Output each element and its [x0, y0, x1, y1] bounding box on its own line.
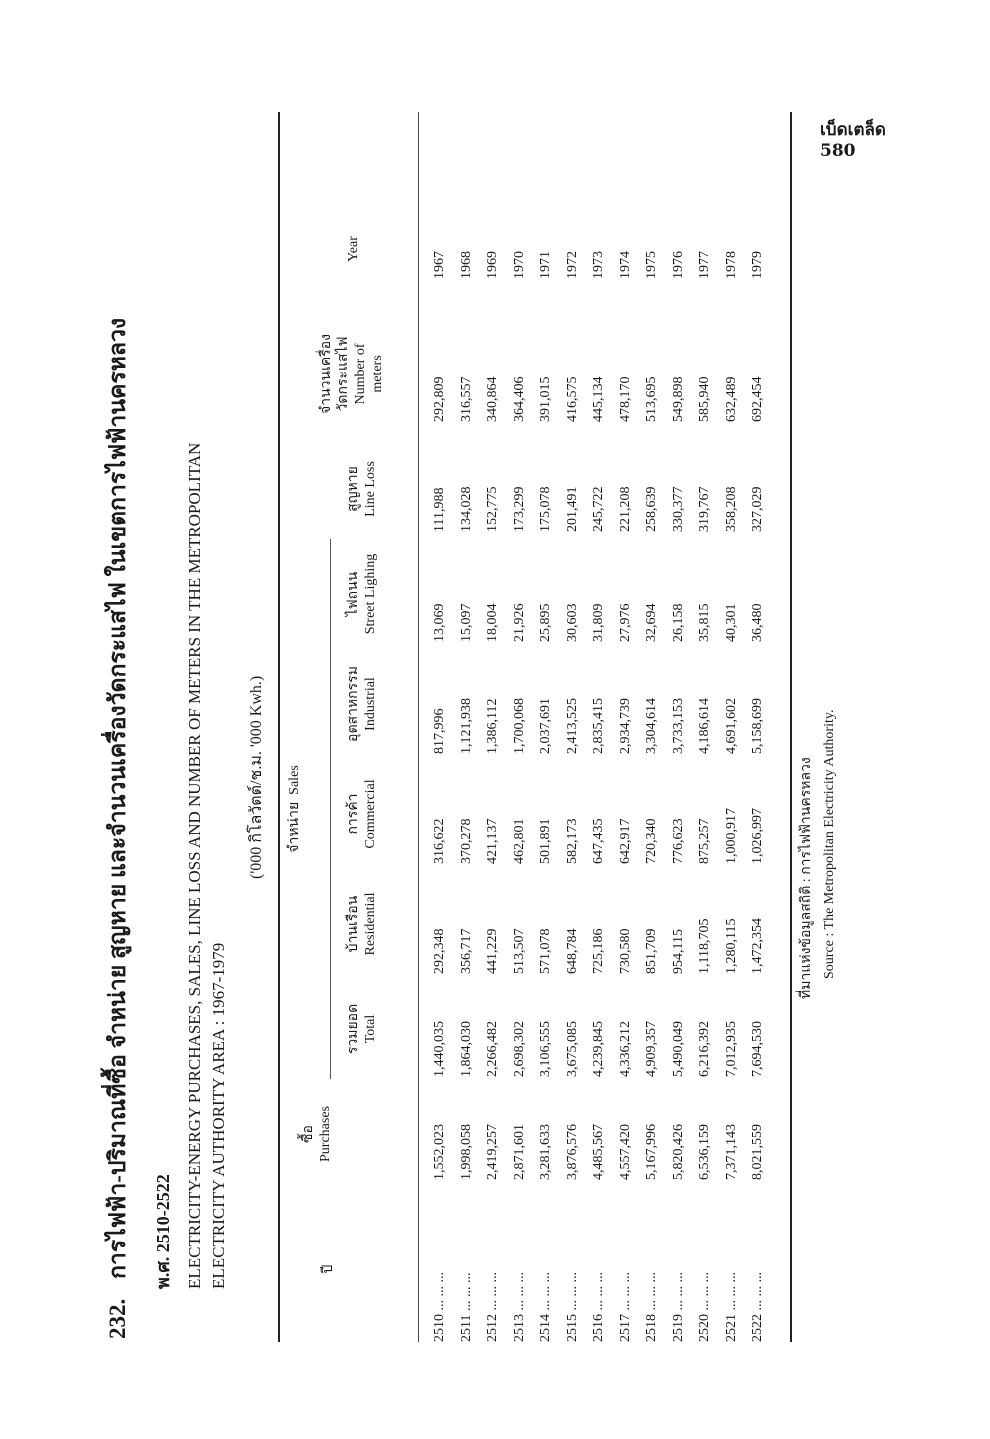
cell-street: 35,815: [697, 603, 712, 642]
cell-street: 26,158: [670, 603, 686, 642]
cell-purchases: 7,371,143: [723, 1124, 739, 1180]
cell-industrial: 817,996: [432, 708, 447, 754]
cell-th-year: 2520 ... ... ...: [697, 1272, 712, 1342]
cell-street: 40,301: [723, 603, 739, 642]
table-row: [565, 112, 589, 1342]
cell-purchases: 6,536,159: [697, 1124, 712, 1180]
cell-street: 31,809: [591, 603, 606, 642]
cell-commercial: 875,257: [697, 818, 712, 864]
header-year-en: Year: [346, 236, 361, 262]
cell-meters: 549,898: [670, 376, 686, 422]
table-row: [538, 112, 562, 1342]
cell-lineloss: 358,208: [723, 486, 739, 532]
cell-lineloss: 152,775: [485, 486, 500, 532]
source-english: Source : The Metropolitan Electricity Authority.: [822, 709, 837, 979]
cell-th-year: 2513 ... ... ...: [511, 1272, 527, 1342]
cell-th-year: 2516 ... ... ...: [591, 1272, 606, 1342]
cell-meters: 585,940: [697, 376, 712, 422]
cell-th-year: 2515 ... ... ...: [564, 1272, 580, 1342]
cell-total: 4,909,357: [644, 1021, 659, 1077]
cell-industrial: 3,304,614: [644, 698, 659, 754]
table-number: 232.: [105, 1298, 130, 1339]
cell-street: 32,694: [644, 603, 659, 642]
cell-industrial: 2,037,691: [538, 698, 553, 754]
cell-residential: 725,186: [591, 928, 606, 974]
page-number: 580: [820, 141, 856, 161]
cell-total: 3,106,555: [538, 1021, 553, 1077]
cell-meters: 340,864: [485, 376, 500, 422]
sales-group-rule: [330, 539, 331, 1079]
header-sales-group: จำหน่าย Sales: [287, 765, 302, 853]
cell-meters: 445,134: [591, 376, 606, 422]
cell-total: 4,336,212: [617, 1021, 633, 1077]
table-row: [591, 112, 615, 1342]
cell-lineloss: 330,377: [670, 486, 686, 532]
cell-year: 1973: [591, 251, 606, 279]
cell-year: 1977: [697, 251, 712, 279]
cell-purchases: 8,021,559: [750, 1124, 765, 1180]
cell-th-year: 2511 ... ... ...: [458, 1272, 474, 1342]
cell-commercial: 370,278: [458, 818, 474, 864]
cell-commercial: 316,622: [432, 818, 447, 864]
cell-year: 1972: [564, 251, 580, 279]
header-year-th: ปี: [321, 1264, 336, 1274]
cell-total: 5,490,049: [670, 1021, 686, 1077]
cell-purchases: 3,876,576: [564, 1124, 580, 1180]
cell-total: 3,675,085: [564, 1021, 580, 1077]
cell-commercial: 776,623: [670, 818, 686, 864]
years-thai: พ.ศ. 2510-2522: [153, 1174, 173, 1289]
cell-industrial: 1,700,068: [511, 698, 527, 754]
cell-lineloss: 201,491: [564, 486, 580, 532]
header-rule: [418, 112, 419, 1342]
cell-residential: 356,717: [458, 928, 474, 974]
cell-commercial: 421,137: [485, 818, 500, 864]
title-en-line2: ELECTRICITY AUTHORITY AREA : 1967-1979: [209, 942, 228, 1289]
cell-street: 30,603: [564, 603, 580, 642]
cell-commercial: 582,173: [564, 818, 580, 864]
cell-lineloss: 134,028: [458, 486, 474, 532]
header-commercial: การค้า Commercial: [346, 779, 378, 849]
cell-residential: 513,507: [511, 928, 527, 974]
source-thai: ที่มาแห่งข้อมูลสถิติ : การไฟฟ้านครหลวง: [799, 757, 814, 999]
cell-industrial: 4,186,614: [697, 698, 712, 754]
cell-commercial: 642,917: [617, 818, 633, 864]
cell-total: 6,216,392: [697, 1021, 712, 1077]
cell-residential: 648,784: [564, 928, 580, 974]
cell-lineloss: 327,029: [750, 486, 765, 532]
cell-lineloss: 258,639: [644, 486, 659, 532]
table-row: [671, 112, 695, 1342]
cell-purchases: 4,485,567: [591, 1124, 606, 1180]
header-industrial: อุตสาหกรรม Industrial: [346, 666, 378, 742]
table-row: [697, 112, 721, 1342]
table-row: [432, 112, 456, 1342]
cell-th-year: 2512 ... ... ...: [485, 1272, 500, 1342]
header-line-loss: สูญหาย Line Loss: [346, 461, 378, 517]
cell-year: 1976: [670, 251, 686, 279]
cell-residential: 1,280,115: [723, 918, 739, 974]
cell-industrial: 4,691,602: [723, 698, 739, 754]
cell-meters: 478,170: [617, 376, 633, 422]
cell-total: 7,012,935: [723, 1021, 739, 1077]
cell-purchases: 1,552,023: [432, 1124, 447, 1180]
cell-meters: 391,015: [538, 376, 553, 422]
table-row: [485, 112, 509, 1342]
cell-commercial: 1,000,917: [723, 808, 739, 864]
cell-th-year: 2514 ... ... ...: [538, 1272, 553, 1342]
cell-purchases: 4,557,420: [617, 1124, 633, 1180]
cell-street: 25,895: [538, 603, 553, 642]
cell-commercial: 1,026,997: [750, 808, 765, 864]
cell-commercial: 720,340: [644, 818, 659, 864]
cell-residential: 954,115: [670, 929, 686, 974]
cell-meters: 692,454: [750, 376, 765, 422]
header-total: รวมยอด Total: [346, 1003, 378, 1055]
cell-th-year: 2522 ... ... ...: [750, 1272, 765, 1342]
title-en-line1: ELECTRICITY-ENERGY PURCHASES, SALES, LINE LOSS AND NUMBER OF METERS IN THE METROPOLITAN: [185, 442, 204, 1289]
cell-industrial: 2,413,525: [564, 698, 580, 754]
cell-total: 1,864,030: [458, 1021, 474, 1077]
cell-lineloss: 221,208: [617, 486, 633, 532]
title-thai-text: การไฟฟ้า-ปริมาณที่ซื้อ จำหน่าย สูญหาย และจำนวนเครื่องวัดกระแสไฟ ในเขตการไฟฟ้านครหลวง: [105, 317, 130, 1279]
cell-industrial: 2,934,739: [617, 698, 633, 754]
cell-year: 1969: [485, 251, 500, 279]
cell-purchases: 2,871,601: [511, 1124, 527, 1180]
cell-residential: 730,580: [617, 928, 633, 974]
cell-commercial: 647,435: [591, 818, 606, 864]
cell-year: 1979: [750, 251, 765, 279]
cell-purchases: 5,167,996: [644, 1124, 659, 1180]
header-residential: บ้านเรือน Residential: [346, 892, 378, 956]
rotated-table-page: [0, 3, 990, 1439]
cell-th-year: 2518 ... ... ...: [644, 1272, 659, 1342]
cell-year: 1967: [432, 251, 447, 279]
cell-commercial: 501,891: [538, 818, 553, 864]
cell-purchases: 2,419,257: [485, 1124, 500, 1180]
cell-meters: 513,695: [644, 376, 659, 422]
cell-year: 1975: [644, 251, 659, 279]
cell-year: 1968: [458, 251, 474, 279]
cell-year: 1970: [511, 251, 527, 279]
table-title-english: [183, 443, 231, 1289]
cell-purchases: 3,281,633: [538, 1124, 553, 1180]
cell-total: 1,440,035: [432, 1021, 447, 1077]
cell-meters: 632,489: [723, 376, 739, 422]
table-row: [618, 112, 642, 1342]
cell-total: 4,239,845: [591, 1021, 606, 1077]
cell-commercial: 462,801: [511, 818, 527, 864]
header-street-lighting: ไฟถนน Street Lighing: [346, 553, 378, 635]
cell-residential: 851,709: [644, 928, 659, 974]
cell-year: 1978: [723, 251, 739, 279]
cell-residential: 292,348: [432, 928, 447, 974]
cell-street: 15,097: [458, 603, 474, 642]
cell-residential: 1,472,354: [750, 918, 765, 974]
cell-total: 2,266,482: [485, 1021, 500, 1077]
cell-meters: 316,557: [458, 376, 474, 422]
cell-industrial: 1,386,112: [485, 698, 500, 754]
cell-industrial: 1,121,938: [458, 698, 474, 754]
table-row: [644, 112, 668, 1342]
cell-year: 1974: [617, 251, 633, 279]
cell-residential: 571,078: [538, 928, 553, 974]
cell-th-year: 2510 ... ... ...: [432, 1272, 447, 1342]
cell-industrial: 2,835,415: [591, 698, 606, 754]
header-meters: จำนวนเครื่อง วัดกระแสไฟ Number of meters: [319, 334, 385, 414]
unit-note: ('000 กิโลวัตต์/ช.ม. '000 Kwh.): [248, 675, 265, 879]
cell-street: 18,004: [485, 603, 500, 642]
cell-meters: 292,809: [432, 376, 447, 422]
cell-meters: 364,406: [511, 376, 527, 422]
cell-street: 36,480: [750, 603, 765, 642]
table-row: [724, 112, 748, 1342]
cell-residential: 441,229: [485, 928, 500, 974]
cell-lineloss: 173,299: [511, 486, 527, 532]
cell-meters: 416,575: [564, 376, 580, 422]
cell-total: 2,698,302: [511, 1021, 527, 1077]
cell-total: 7,694,530: [750, 1021, 765, 1077]
page-label: เบ็ดเตล็ด: [820, 120, 886, 140]
table-bottom-rule: [790, 112, 792, 1342]
cell-lineloss: 319,767: [697, 486, 712, 532]
cell-industrial: 3,733,153: [670, 698, 686, 754]
table-top-rule: [278, 112, 280, 1342]
cell-year: 1971: [538, 251, 553, 279]
cell-lineloss: 111,988: [432, 487, 447, 532]
table-title-thai: [100, 318, 136, 1339]
cell-purchases: 1,998,058: [458, 1124, 474, 1180]
cell-lineloss: 245,722: [591, 486, 606, 532]
cell-residential: 1,118,705: [697, 918, 712, 974]
cell-street: 21,926: [511, 603, 527, 642]
cell-street: 13,069: [432, 603, 447, 642]
cell-th-year: 2517 ... ... ...: [617, 1272, 633, 1342]
cell-th-year: 2519 ... ... ...: [670, 1272, 686, 1342]
cell-industrial: 5,158,699: [750, 698, 765, 754]
cell-street: 27,976: [617, 603, 633, 642]
table-row: [750, 112, 774, 1342]
table-row: [512, 112, 536, 1342]
cell-lineloss: 175,078: [538, 486, 553, 532]
cell-purchases: 5,820,426: [670, 1124, 686, 1180]
table-row: [459, 112, 483, 1342]
header-purchases: ซื้อ Purchases: [301, 1106, 333, 1162]
cell-th-year: 2521 ... ... ...: [723, 1272, 739, 1342]
